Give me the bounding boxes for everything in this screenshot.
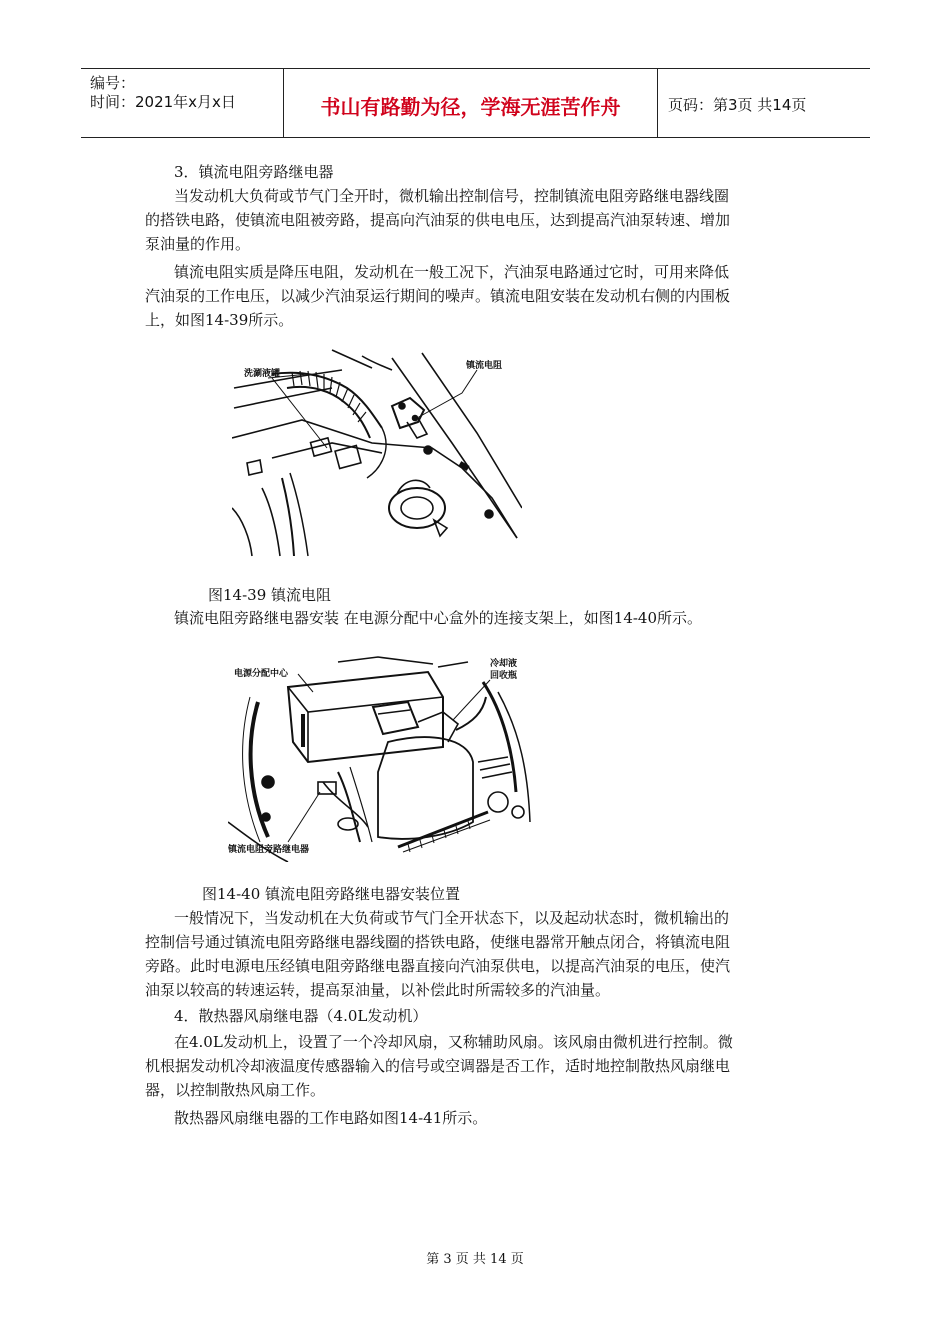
paragraph-5-line-2: 机根据发动机冷却液温度传感器输入的信号或空调器是否工作，适时地控制散热风扇继电 (145, 1057, 731, 1075)
header-page-code: 页码：第3页 共14页 (668, 96, 807, 114)
paragraph-4-line-2: 控制信号通过镇流电阻旁路继电器线圈的搭铁电路，使继电器常开触点闭合，将镇流电阻 (145, 933, 731, 951)
fig2-label-bypass-relay: 镇流电阻旁路继电器 (228, 845, 310, 855)
figure-14-39-illustration (232, 348, 522, 562)
paragraph-5-line-3: 器，以控制散热风扇工作。 (145, 1081, 326, 1099)
page-footer: 第 3 页 共 14 页 (426, 1252, 524, 1267)
paragraph-4-line-3: 旁路。此时电源电压经镇电阻旁路继电器直接向汽油泵供电，以提高汽油泵的电压，使汽 (145, 957, 731, 975)
paragraph-4-line-1: 一般情况下，当发动机在大负荷或节气门全开状态下，以及起动状态时，微机输出的 (174, 909, 730, 927)
fig1-label-ballast-resistor: 镇流电阻 (466, 361, 503, 371)
ballast-resistor-drawing (232, 348, 522, 558)
section-4-title: 4．散热器风扇继电器（4.0L发动机） (174, 1007, 428, 1025)
header-motto: 书山有路勤为径，学海无涯苦作舟 (320, 95, 621, 119)
paragraph-1-line-3: 泵油量的作用。 (145, 235, 251, 253)
header-motto-cell (284, 69, 658, 137)
fig2-label-coolant-line-1: 冷却液 (490, 659, 518, 669)
figure-14-39-caption: 图14-39 镇流电阻 (208, 586, 332, 604)
fig1-label-washer-tank: 洗涮液罐 (244, 369, 281, 379)
paragraph-2-line-1: 镇流电阻实质是降压电阻，发动机在一般工况下，汽油泵电路通过它时，可用来降低 (174, 263, 730, 281)
paragraph-5-line-1: 在4.0L发动机上，设置了一个冷却风扇，又称辅助风扇。该风扇由微机进行控制。微 (174, 1033, 733, 1051)
figure-14-40-illustration (228, 652, 536, 866)
figure-14-40-caption: 图14-40 镇流电阻旁路继电器安装位置 (202, 885, 461, 903)
paragraph-2-line-3: 上，如图14-39所示。 (145, 311, 294, 329)
header-meta-cell (81, 69, 284, 137)
paragraph-4-line-4: 油泵以较高的转速运转，提高泵油量，以补偿此时所需较多的汽油量。 (145, 981, 611, 999)
paragraph-3-line-1: 镇流电阻旁路继电器安装 在电源分配中心盒外的连接支架上，如图14-40所示。 (174, 609, 703, 627)
document-time-label: 时间：2021年x月x日 (90, 93, 236, 111)
paragraph-2-line-2: 汽油泵的工作电压，以减少汽油泵运行期间的噪声。镇流电阻安装在发动机右侧的内围板 (145, 287, 731, 305)
paragraph-6-line-1: 散热器风扇继电器的工作电路如图14-41所示。 (174, 1109, 488, 1127)
bypass-relay-location-drawing (228, 652, 536, 862)
fig2-label-power-distribution-center: 电源分配中心 (234, 669, 289, 679)
fig2-label-coolant-line-2: 回收瓶 (490, 671, 518, 681)
paragraph-1-line-1: 当发动机大负荷或节气门全开时，微机输出控制信号，控制镇流电阻旁路继电器线圈 (174, 187, 730, 205)
header-table (81, 68, 870, 138)
document-number-label: 编号： (90, 74, 136, 92)
header-page-cell (658, 69, 870, 137)
section-3-title: 3．镇流电阻旁路继电器 (174, 163, 334, 181)
paragraph-1-line-2: 的搭铁电路，使镇流电阻被旁路，提高向汽油泵的供电电压，达到提高汽油泵转速、增加 (145, 211, 731, 229)
